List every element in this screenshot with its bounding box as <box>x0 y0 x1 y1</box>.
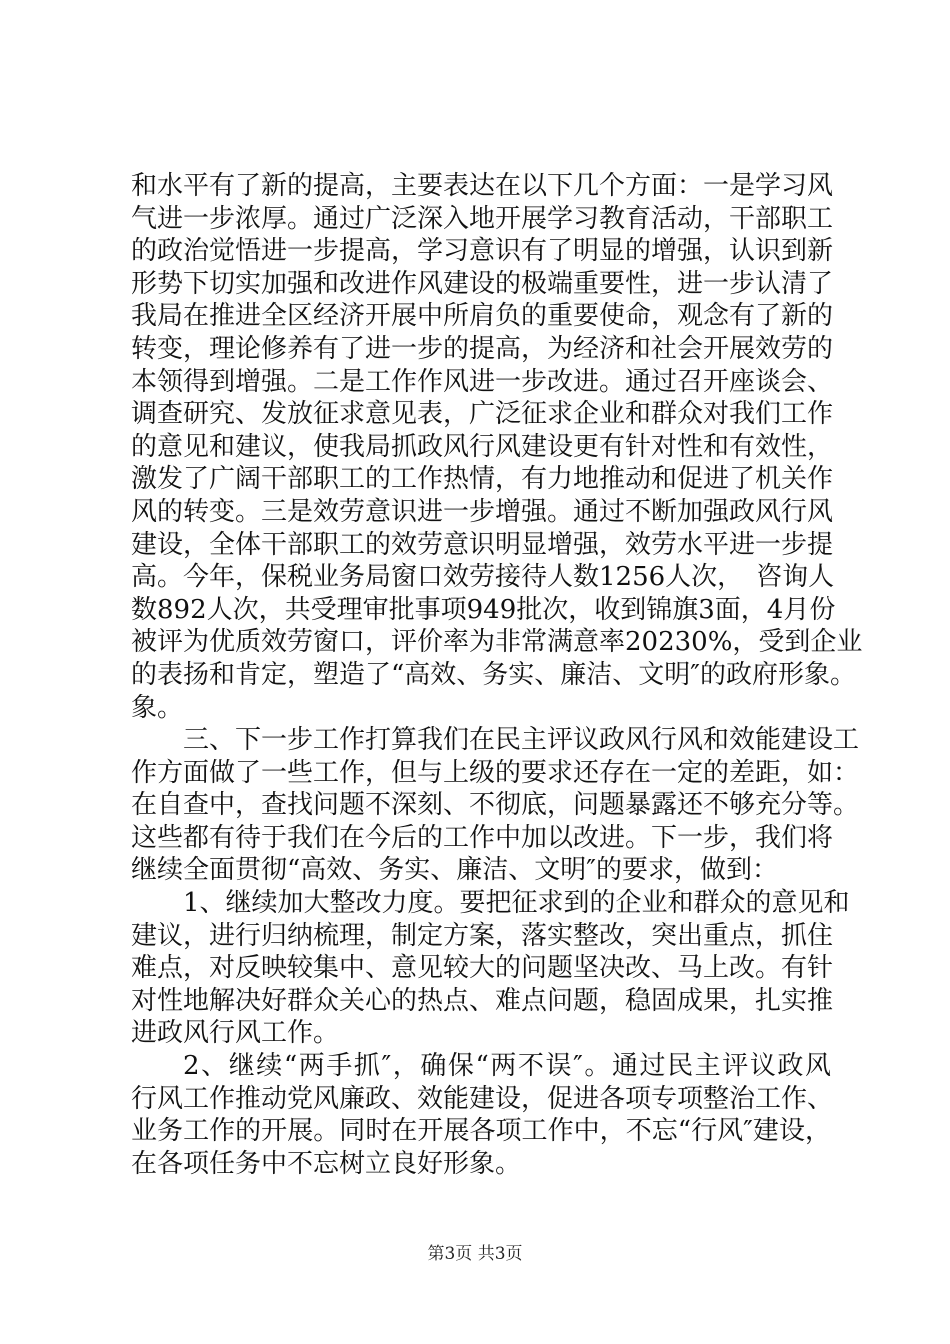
text-line: 本领得到增强。二是工作作风进一步改进。通过召开座谈会、 <box>131 366 834 397</box>
text-line: 调查研究、发放征求意见表，广泛征求企业和群众对我们工作 <box>131 399 834 430</box>
text-line: 建设，全体干部职工的效劳意识明显增强，效劳水平进一步提 <box>131 529 834 560</box>
text-line: 数892人次，共受理审批事项949批次，收到锦旗3面，4月份 <box>131 594 836 625</box>
text-line: 象。 <box>131 692 184 723</box>
text-line: 风的转变。三是效劳意识进一步增强。通过不断加强政风行风 <box>131 496 834 527</box>
text-line: 这些都有待于我们在今后的工作中加以改进。下一步，我们将 <box>131 822 834 853</box>
text-line: 的政治觉悟进一步提高，学习意识有了明显的增强，认识到新 <box>131 236 834 267</box>
document-body <box>131 170 863 1180</box>
text-line: 建议，进行归纳梳理，制定方案，落实整改，突出重点，抓住 <box>131 920 834 951</box>
page-footer <box>0 1243 950 1265</box>
text-line: 形势下切实加强和改进作风建设的极端重要性，进一步认清了 <box>131 268 834 299</box>
text-line: 行风工作推动党风廉政、效能建设，促进各项专项整治工作、 <box>131 1083 834 1114</box>
text-line: 作方面做了一些工作，但与上级的要求还存在一定的差距，如： <box>131 757 860 788</box>
text-line: 转变，理论修养有了进一步的提高，为经济和社会开展效劳的 <box>131 333 834 364</box>
list-item-line: 2、继续“两手抓″，确保“两不误″。通过民主评议政风 <box>183 1051 831 1082</box>
text-line: 在自查中，查找问题不深刻、不彻底，问题暴露还不够充分等。 <box>131 790 860 821</box>
text-line: 气进一步浓厚。通过广泛深入地开展学习教育活动，干部职工 <box>131 203 834 234</box>
text-line: 在各项任务中不忘树立良好形象。 <box>131 1148 522 1179</box>
text-line: 的表扬和肯定，塑造了“高效、务实、廉洁、文明″的政府形象。 <box>131 659 857 690</box>
text-line: 被评为优质效劳窗口，评价率为非常满意率20230%，受到企业 <box>131 627 863 658</box>
text-line: 高。今年，保税业务局窗口效劳接待人数1256人次， 咨询人 <box>131 562 835 593</box>
text-line: 难点，对反映较集中、意见较大的问题坚决改、马上改。有针 <box>131 953 834 984</box>
text-line: 继续全面贯彻“高效、务实、廉洁、文明″的要求，做到： <box>131 855 779 886</box>
page-number: 第3页 共3页 <box>427 1244 523 1264</box>
text-line: 激发了广阔干部职工的工作热情，有力地推动和促进了机关作 <box>131 464 834 495</box>
list-item-line: 1、继续加大整改力度。要把征求到的企业和群众的意见和 <box>183 888 850 919</box>
text-line: 和水平有了新的提高，主要表达在以下几个方面：一是学习风 <box>131 171 834 201</box>
section-heading-line: 三、下一步工作打算我们在民主评议政风行风和效能建设工 <box>183 725 860 756</box>
text-line: 我局在推进全区经济开展中所肩负的重要使命，观念有了新的 <box>131 301 834 332</box>
text-line: 对性地解决好群众关心的热点、难点问题，稳固成果，扎实推 <box>131 985 834 1016</box>
text-line: 业务工作的开展。同时在开展各项工作中，不忘“行风″建设， <box>131 1116 831 1147</box>
text-line: 进政风行风工作。 <box>131 1018 340 1049</box>
text-line: 的意见和建议，使我局抓政风行风建设更有针对性和有效性， <box>131 431 834 462</box>
